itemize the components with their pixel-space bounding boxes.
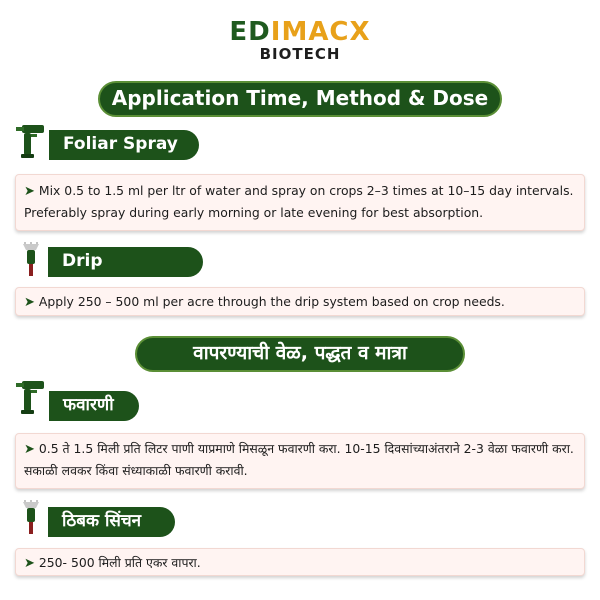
brand-name-part1: ED xyxy=(229,17,271,47)
spray-nozzle-icon xyxy=(14,123,48,159)
foliar-spray-label-mr: फवारणी xyxy=(49,391,139,421)
foliar-spray-label: Foliar Spray xyxy=(49,130,199,160)
drip-irrigation-card xyxy=(15,287,585,316)
drip-irrigation-label: Drip xyxy=(48,247,203,277)
bullet-arrow-icon: ➤ xyxy=(24,184,35,199)
bullet-arrow-icon: ➤ xyxy=(24,556,35,571)
bullet-arrow-icon: ➤ xyxy=(24,442,35,457)
brand-sub: BIOTECH xyxy=(259,45,341,63)
drip-irrigation-card-mr xyxy=(15,548,585,576)
bullet-arrow-icon: ➤ xyxy=(24,295,35,310)
section-title-en: Application Time, Method & Dose xyxy=(98,81,502,117)
spray-nozzle-icon xyxy=(14,379,48,415)
brand-logo xyxy=(0,18,600,62)
foliar-spray-card-mr xyxy=(15,433,585,489)
foliar-spray-text-mr: 0.5 ते 1.5 मिली प्रति लिटर पाणी याप्रमाणे मिसळून फवारणी करा. 10-15 दिवसांच्याअंतराने 2-3 वेळा फवारणी करा. सकाळी लवकर किंवा संध्याकाळी फवारणी करावी. xyxy=(24,441,574,478)
foliar-spray-text: Mix 0.5 to 1.5 ml per ltr of water and spray on crops 2–3 times at 10–15 day intervals. Preferably spray during early morning or late evening for best absorption. xyxy=(24,183,574,220)
brand-name-part2: IMACX xyxy=(270,17,371,47)
drip-emitter-icon xyxy=(20,242,42,278)
drip-irrigation-text: Apply 250 – 500 ml per acre through the drip system based on crop needs. xyxy=(38,294,505,309)
drip-emitter-icon xyxy=(20,500,42,536)
drip-irrigation-label-mr: ठिबक सिंचन xyxy=(48,507,175,537)
foliar-spray-card xyxy=(15,174,585,231)
drip-irrigation-text-mr: 250- 500 मिली प्रति एकर वापरा. xyxy=(38,555,201,570)
section-title-mr: वापरण्याची वेळ, पद्धत व मात्रा xyxy=(135,336,465,372)
